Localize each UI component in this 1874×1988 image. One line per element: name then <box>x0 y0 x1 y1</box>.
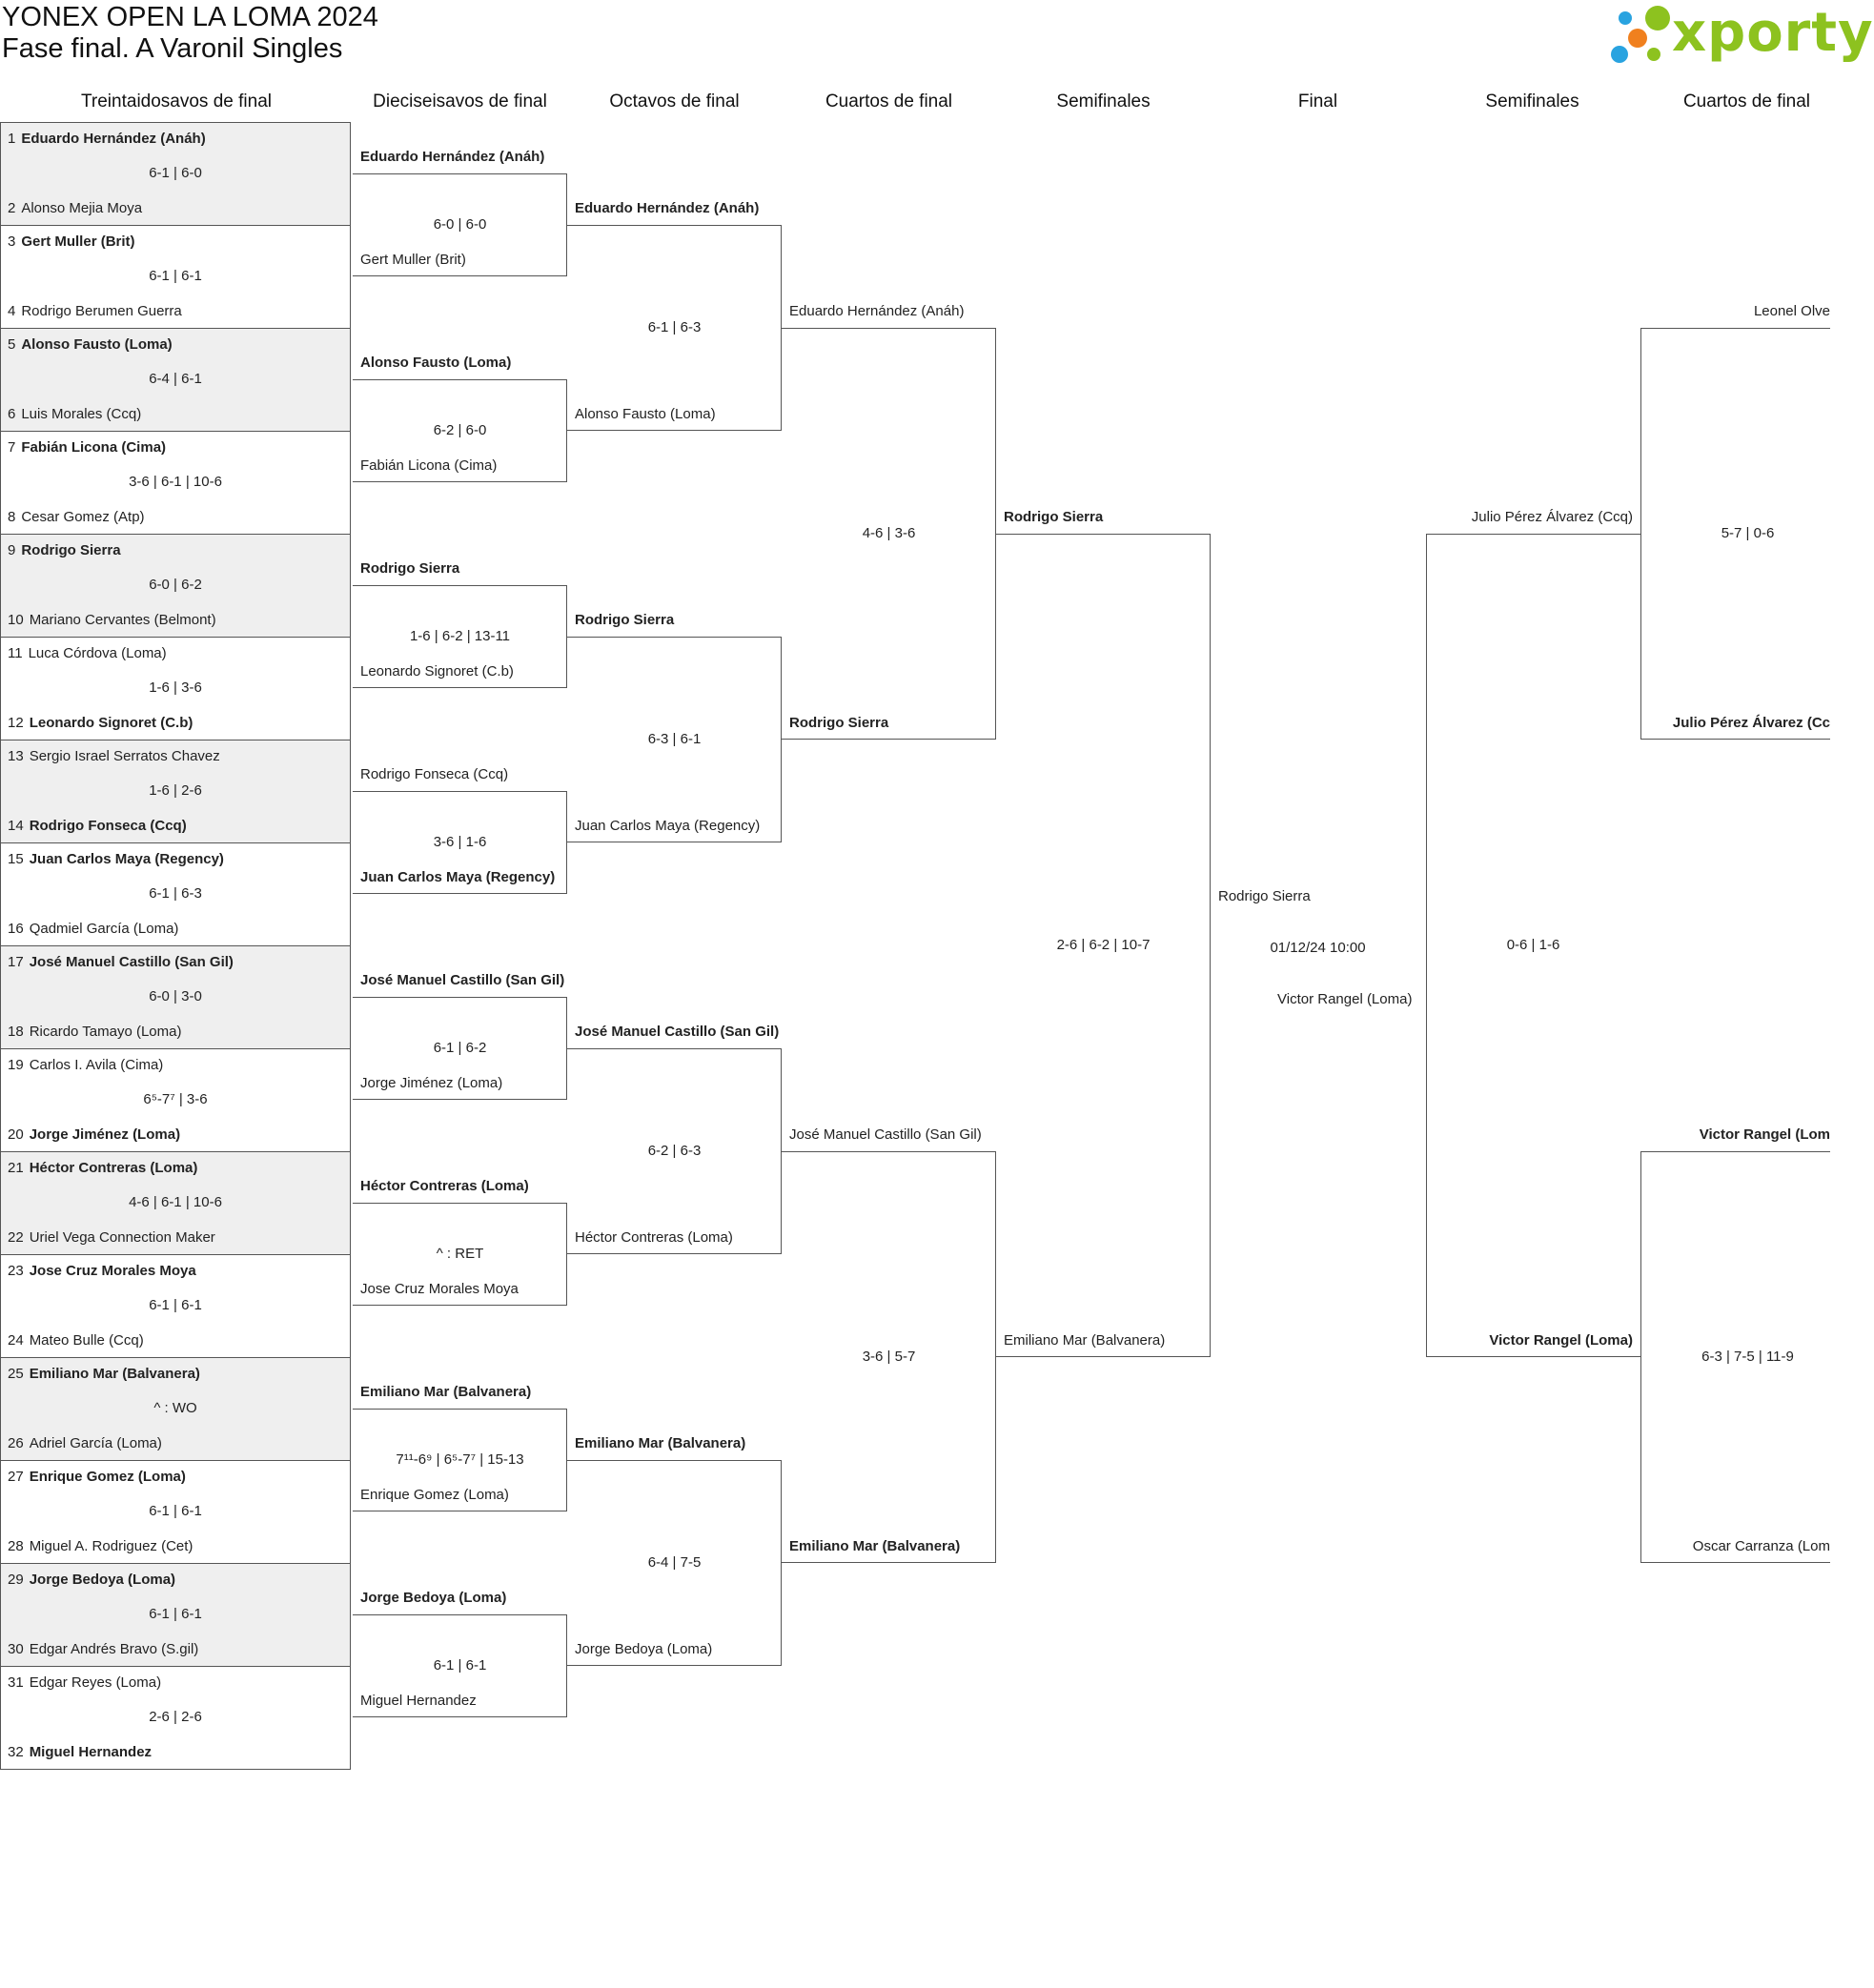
r32-player-top[interactable] <box>8 233 135 251</box>
column-header-dieciseisavos: Dieciseisavos de final <box>373 91 547 112</box>
r32-player-bottom[interactable] <box>8 921 178 938</box>
r16-player-top[interactable]: Alonso Fausto (Loma) <box>360 355 512 371</box>
page-subtitle: Fase final. A Varonil Singles <box>2 33 343 64</box>
seed-number: 26 <box>8 1435 24 1451</box>
match-score: 6-1 | 6-3 <box>149 885 202 902</box>
player-name: Gert Muller (Brit) <box>21 233 135 250</box>
r32-match[interactable] <box>0 1460 351 1564</box>
logo-wordmark: xporty <box>1672 2 1874 64</box>
qf-right-player-top[interactable]: Leonel Olve <box>1753 303 1830 319</box>
seed-number: 13 <box>8 748 24 764</box>
seed-number: 12 <box>8 715 24 731</box>
qf-player-top[interactable]: José Manuel Castillo (San Gil) <box>789 1126 982 1143</box>
r8-player-top[interactable]: Emiliano Mar (Balvanera) <box>575 1435 746 1451</box>
seed-number: 15 <box>8 851 24 867</box>
player-name: Edgar Andrés Bravo (S.gil) <box>29 1641 199 1657</box>
match-score: 2-6 | 2-6 <box>149 1709 202 1725</box>
final-player-top[interactable]: Rodrigo Sierra <box>1218 888 1311 904</box>
r32-player-top[interactable] <box>8 954 234 971</box>
seed-number: 11 <box>8 645 23 661</box>
seed-number: 17 <box>8 954 24 970</box>
r32-match[interactable] <box>0 637 351 740</box>
player-name: Luis Morales (Ccq) <box>21 406 142 422</box>
r32-player-top[interactable] <box>8 1057 163 1074</box>
r8-player-bottom[interactable]: Alonso Fausto (Loma) <box>575 406 716 422</box>
r32-player-top[interactable] <box>8 1469 186 1486</box>
r32-match[interactable] <box>0 225 351 329</box>
player-name: Rodrigo Sierra <box>21 542 121 558</box>
r32-match[interactable] <box>0 431 351 535</box>
match-score: 6-0 | 6-2 <box>149 577 202 593</box>
qf-right-score: 5-7 | 0-6 <box>1721 525 1775 541</box>
r32-player-bottom[interactable] <box>8 1332 144 1349</box>
r32-player-bottom[interactable] <box>8 1744 152 1761</box>
player-name: Mateo Bulle (Ccq) <box>29 1332 144 1349</box>
r16-score: ^ : RET <box>436 1246 484 1262</box>
r32-match[interactable] <box>0 740 351 843</box>
r16-score: 6-0 | 6-0 <box>433 216 487 233</box>
seed-number: 23 <box>8 1263 24 1279</box>
seed-number: 4 <box>8 303 16 319</box>
r16-player-top[interactable]: Rodrigo Fonseca (Ccq) <box>360 766 509 782</box>
r32-player-bottom[interactable] <box>8 1229 215 1247</box>
player-name: Héctor Contreras (Loma) <box>29 1160 198 1176</box>
player-name: Uriel Vega Connection Maker <box>29 1229 215 1246</box>
match-score: 6⁵-7⁷ | 3-6 <box>143 1091 208 1107</box>
column-header-cuartos: Cuartos de final <box>825 91 953 112</box>
player-name: Edgar Reyes (Loma) <box>29 1674 162 1691</box>
r32-match[interactable] <box>0 534 351 638</box>
qf-player-top[interactable]: Eduardo Hernández (Anáh) <box>789 303 965 319</box>
seed-number: 18 <box>8 1024 24 1040</box>
seed-number: 21 <box>8 1160 24 1176</box>
r32-player-bottom[interactable] <box>8 406 141 423</box>
r32-match[interactable] <box>0 328 351 432</box>
seed-number: 16 <box>8 921 24 937</box>
player-name: Rodrigo Fonseca (Ccq) <box>29 818 187 834</box>
logo-dot-blue-small-icon <box>1619 11 1632 25</box>
r16-player-bottom[interactable]: Miguel Hernandez <box>360 1693 477 1709</box>
sf-right-player-bottom[interactable]: Victor Rangel (Loma) <box>1489 1332 1633 1349</box>
r8-score: 6-1 | 6-3 <box>647 319 702 335</box>
r8-player-bottom[interactable]: Jorge Bedoya (Loma) <box>575 1641 713 1657</box>
sf-left-player-top[interactable]: Rodrigo Sierra <box>1004 509 1104 525</box>
r32-match[interactable] <box>0 1666 351 1770</box>
player-name: José Manuel Castillo (San Gil) <box>29 954 234 970</box>
seed-number: 29 <box>8 1572 24 1588</box>
player-name: Adriel García (Loma) <box>29 1435 162 1451</box>
match-score: 6-1 | 6-1 <box>149 268 202 284</box>
qf-right-score: 6-3 | 7-5 | 11-9 <box>1701 1349 1794 1365</box>
seed-number: 10 <box>8 612 24 628</box>
column-header-octavos: Octavos de final <box>609 91 740 112</box>
final-player-bottom[interactable]: Victor Rangel (Loma) <box>1277 991 1413 1007</box>
match-score: 4-6 | 6-1 | 10-6 <box>129 1194 222 1210</box>
match-score: 6-4 | 6-1 <box>149 371 202 387</box>
seed-number: 8 <box>8 509 16 525</box>
seed-number: 7 <box>8 439 16 456</box>
r32-player-top[interactable] <box>8 1160 197 1177</box>
player-name: Carlos I. Avila (Cima) <box>29 1057 164 1073</box>
r16-score: 6-1 | 6-2 <box>433 1040 487 1056</box>
seed-number: 32 <box>8 1744 24 1760</box>
r16-player-bottom[interactable]: Gert Muller (Brit) <box>360 252 466 268</box>
player-name: Alonso Mejia Moya <box>21 200 143 216</box>
r16-score: 7¹¹-6⁹ | 6⁵-7⁷ | 15-13 <box>396 1451 524 1468</box>
r16-score: 1-6 | 6-2 | 13-11 <box>409 628 511 644</box>
match-score: 3-6 | 6-1 | 10-6 <box>129 474 222 490</box>
player-name: Alonso Fausto (Loma) <box>21 336 173 353</box>
r32-player-bottom[interactable] <box>8 612 216 629</box>
r16-player-top[interactable]: Emiliano Mar (Balvanera) <box>360 1384 532 1400</box>
player-name: Leonardo Signoret (C.b) <box>29 715 194 731</box>
r8-player-top[interactable]: José Manuel Castillo (San Gil) <box>575 1024 780 1040</box>
match-score: 6-1 | 6-0 <box>149 165 202 181</box>
sf-right-score: 0-6 | 1-6 <box>1506 937 1560 953</box>
r8-score: 6-4 | 7-5 <box>647 1554 702 1571</box>
r16-player-bottom[interactable]: Enrique Gomez (Loma) <box>360 1487 509 1503</box>
r32-match[interactable] <box>0 1048 351 1152</box>
r16-player-bottom[interactable]: Leonardo Signoret (C.b) <box>360 663 514 680</box>
r16-player-top[interactable]: José Manuel Castillo (San Gil) <box>360 972 565 988</box>
r32-match[interactable] <box>0 1563 351 1667</box>
seed-number: 24 <box>8 1332 24 1349</box>
seed-number: 19 <box>8 1057 24 1073</box>
logo-dot-orange-icon <box>1628 29 1647 48</box>
seed-number: 2 <box>8 200 16 216</box>
r16-player-top[interactable]: Jorge Bedoya (Loma) <box>360 1590 507 1606</box>
qf-player-bottom[interactable]: Emiliano Mar (Balvanera) <box>789 1538 961 1554</box>
seed-number: 5 <box>8 336 16 353</box>
r32-player-top[interactable] <box>8 1674 161 1692</box>
player-name: Enrique Gomez (Loma) <box>29 1469 186 1485</box>
r32-match[interactable] <box>0 1254 351 1358</box>
r16-score: 3-6 | 1-6 <box>433 834 487 850</box>
r8-player-bottom[interactable]: Juan Carlos Maya (Regency) <box>575 818 761 834</box>
r16-player-bottom[interactable]: Jorge Jiménez (Loma) <box>360 1075 503 1091</box>
r32-player-top[interactable] <box>8 1366 200 1383</box>
r16-score: 6-2 | 6-0 <box>433 422 487 438</box>
r32-match[interactable] <box>0 842 351 946</box>
match-score: ^ : WO <box>153 1400 197 1416</box>
sf-left-player-bottom[interactable]: Emiliano Mar (Balvanera) <box>1004 1332 1166 1349</box>
seed-number: 3 <box>8 233 16 250</box>
r16-player-bottom[interactable]: Jose Cruz Morales Moya <box>360 1281 519 1297</box>
seed-number: 1 <box>8 131 16 147</box>
r32-match[interactable] <box>0 1357 351 1461</box>
r32-player-top[interactable] <box>8 1572 175 1589</box>
sf-right-player-top[interactable]: Julio Pérez Álvarez (Ccq) <box>1471 509 1633 525</box>
r32-player-bottom[interactable] <box>8 200 142 217</box>
r32-player-top[interactable] <box>8 645 167 662</box>
player-name: Miguel Hernandez <box>29 1744 153 1760</box>
player-name: Ricardo Tamayo (Loma) <box>29 1024 182 1040</box>
seed-number: 28 <box>8 1538 24 1554</box>
r16-score: 6-1 | 6-1 <box>433 1657 487 1674</box>
r32-match[interactable] <box>0 122 351 226</box>
player-name: Eduardo Hernández (Anáh) <box>21 131 206 147</box>
logo-dot-blue-icon <box>1611 46 1628 63</box>
r32-player-bottom[interactable] <box>8 1435 162 1452</box>
player-name: Fabián Licona (Cima) <box>21 439 167 456</box>
r32-player-top[interactable] <box>8 439 166 456</box>
r32-player-top[interactable] <box>8 542 121 559</box>
seed-number: 25 <box>8 1366 24 1382</box>
r32-player-top[interactable] <box>8 131 206 148</box>
r32-match[interactable] <box>0 1151 351 1255</box>
r8-score: 6-3 | 6-1 <box>647 731 702 747</box>
seed-number: 9 <box>8 542 16 558</box>
logo-dot-green-icon <box>1645 6 1670 30</box>
r32-player-bottom[interactable] <box>8 303 182 320</box>
match-score: 1-6 | 2-6 <box>149 782 202 799</box>
seed-number: 30 <box>8 1641 24 1657</box>
r32-player-bottom[interactable] <box>8 509 145 526</box>
xporty-logo[interactable] <box>1611 2 1874 65</box>
player-name: Rodrigo Berumen Guerra <box>21 303 182 319</box>
page-title: YONEX OPEN LA LOMA 2024 <box>2 2 378 32</box>
match-score: 6-1 | 6-1 <box>149 1503 202 1519</box>
seed-number: 31 <box>8 1674 24 1691</box>
logo-dot-green-small-icon <box>1647 48 1660 61</box>
r8-score: 6-2 | 6-3 <box>647 1143 702 1159</box>
player-name: Emiliano Mar (Balvanera) <box>29 1366 200 1382</box>
r32-player-top[interactable] <box>8 748 220 765</box>
player-name: Jose Cruz Morales Moya <box>29 1263 196 1279</box>
r32-player-top[interactable] <box>8 336 173 354</box>
r32-player-bottom[interactable] <box>8 818 187 835</box>
player-name: Juan Carlos Maya (Regency) <box>29 851 224 867</box>
player-name: Luca Córdova (Loma) <box>28 645 167 661</box>
seed-number: 6 <box>8 406 16 422</box>
r16-player-bottom[interactable]: Fabián Licona (Cima) <box>360 457 498 474</box>
final-datetime: 01/12/24 10:00 <box>1270 940 1366 956</box>
seed-number: 27 <box>8 1469 24 1485</box>
r32-player-bottom[interactable] <box>8 1024 181 1041</box>
seed-number: 22 <box>8 1229 24 1246</box>
player-name: Cesar Gomez (Atp) <box>21 509 145 525</box>
r8-player-top[interactable]: Rodrigo Sierra <box>575 612 675 628</box>
qf-right-player-top[interactable]: Victor Rangel (Lom <box>1699 1126 1830 1143</box>
match-score: 6-1 | 6-1 <box>149 1297 202 1313</box>
column-header-semifinales: Semifinales <box>1056 91 1151 112</box>
r8-player-bottom[interactable]: Héctor Contreras (Loma) <box>575 1229 733 1246</box>
match-score: 1-6 | 3-6 <box>149 680 202 696</box>
qf-player-bottom[interactable]: Rodrigo Sierra <box>789 715 889 731</box>
r32-player-top[interactable] <box>8 851 224 868</box>
column-header-final: Final <box>1297 91 1338 112</box>
seed-number: 20 <box>8 1126 24 1143</box>
player-name: Jorge Jiménez (Loma) <box>29 1126 181 1143</box>
r16-player-top[interactable]: Rodrigo Sierra <box>360 560 460 577</box>
r8-player-top[interactable]: Eduardo Hernández (Anáh) <box>575 200 760 216</box>
player-name: Miguel A. Rodriguez (Cet) <box>29 1538 194 1554</box>
player-name: Qadmiel García (Loma) <box>29 921 179 937</box>
column-header-treintaidosavos: Treintaidosavos de final <box>81 91 272 112</box>
seed-number: 14 <box>8 818 24 834</box>
column-header-cuartos-right: Cuartos de final <box>1682 91 1811 112</box>
sf-left-score: 2-6 | 6-2 | 10-7 <box>1056 937 1151 953</box>
r16-player-top[interactable]: Eduardo Hernández (Anáh) <box>360 149 545 165</box>
r16-player-bottom[interactable]: Juan Carlos Maya (Regency) <box>360 869 556 885</box>
r32-player-bottom[interactable] <box>8 1641 198 1658</box>
r32-player-bottom[interactable] <box>8 1126 180 1144</box>
qf-score: 4-6 | 3-6 <box>862 525 916 541</box>
qf-right-player-bottom[interactable]: Oscar Carranza (Lom <box>1692 1538 1830 1554</box>
column-header-semifinales-right: Semifinales <box>1485 91 1579 112</box>
r32-match[interactable] <box>0 945 351 1049</box>
qf-score: 3-6 | 5-7 <box>862 1349 916 1365</box>
r32-player-bottom[interactable] <box>8 715 193 732</box>
qf-right-player-bottom[interactable]: Julio Pérez Álvarez (Cc <box>1672 715 1830 731</box>
match-score: 6-1 | 6-1 <box>149 1606 202 1622</box>
player-name: Sergio Israel Serratos Chavez <box>29 748 220 764</box>
player-name: Mariano Cervantes (Belmont) <box>29 612 216 628</box>
r16-player-top[interactable]: Héctor Contreras (Loma) <box>360 1178 529 1194</box>
player-name: Jorge Bedoya (Loma) <box>29 1572 176 1588</box>
r32-player-top[interactable] <box>8 1263 196 1280</box>
r32-player-bottom[interactable] <box>8 1538 193 1555</box>
match-score: 6-0 | 3-0 <box>149 988 202 1004</box>
